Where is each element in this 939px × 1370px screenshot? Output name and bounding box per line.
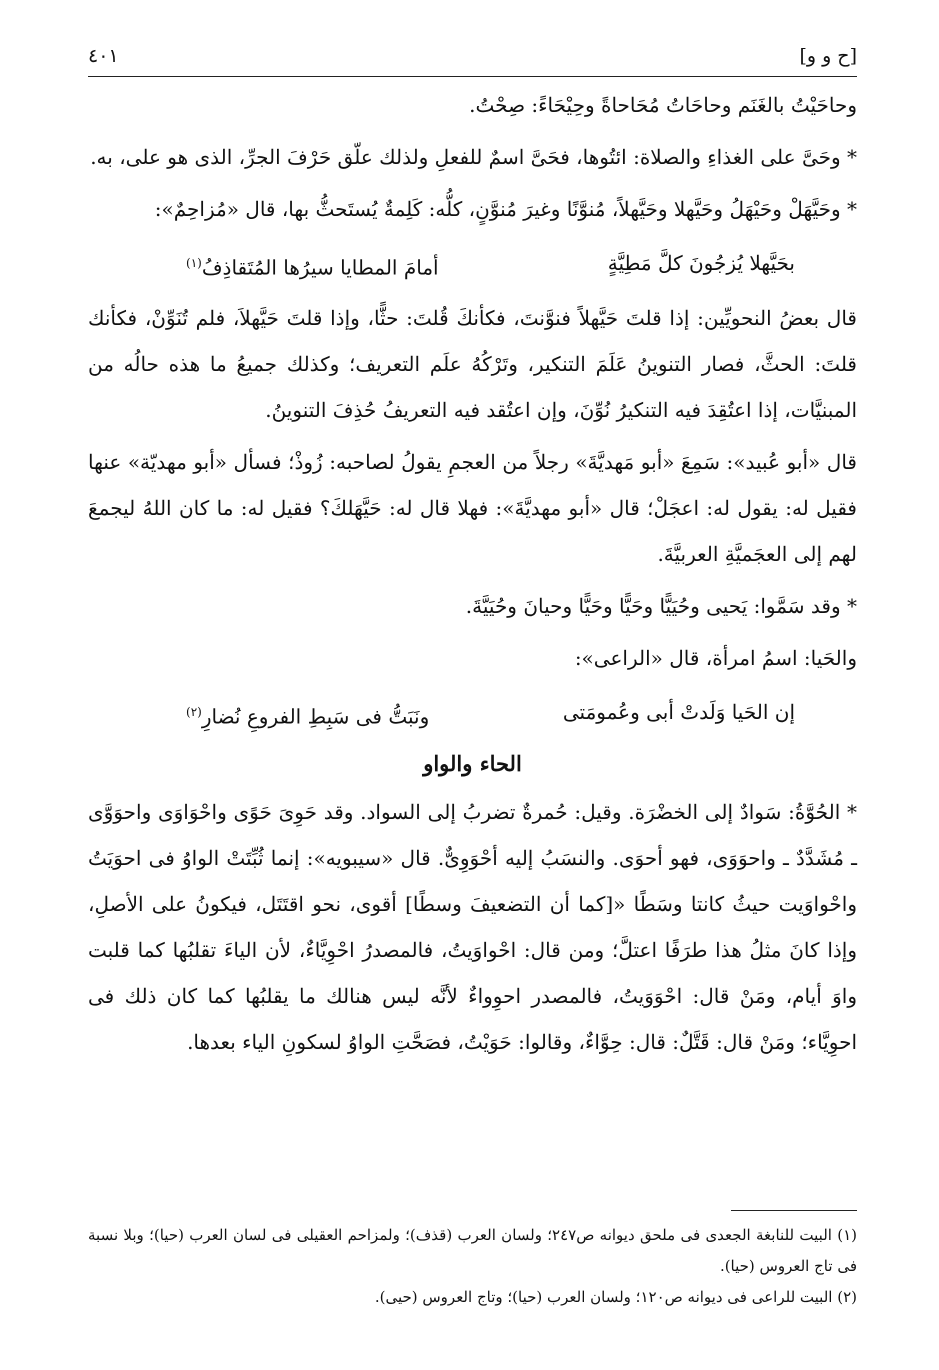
paragraph (88, 82, 857, 128)
verse-second-hemistich: ونَبَتُّ فى سَبِطِ الفروعِ نُضارِ$^{(٢)}$ (186, 704, 430, 729)
paragraph-text: * وحَىَّ على الغذاءِ والصلاة: ائتُوها، فحَىَّ اسمٌ للفعلِ ولذلك علّق حَرْفَ الجرِّ، الذى هو على، به. (90, 145, 857, 169)
paragraph (88, 134, 857, 180)
paragraph (88, 295, 857, 433)
footnote: (١) البيت للنابغة الجعدى فى ملحق ديوانه ص٢٤٧؛ ولسان العرب (قذف)؛ ولمزاحم العقيلى فى لسان العرب (حيا)؛ وبلا نسبة فى تاج العروس (حيا). (88, 1226, 858, 1275)
footnote-marker: (١) (186, 256, 202, 270)
running-title: [ح و و] (799, 45, 857, 67)
verse-second-hemistich: أمامَ المطايا سيرُها المُتَقاذِفُ$^{(١)}$ (186, 255, 439, 280)
footnote-marker: (٢) (186, 704, 202, 719)
paragraph-text: وحاحَيْتُ بالغَنَم وحاحَاتُ مُحَاحاةً وحِيْحَاءً: صِحْتُ. (469, 93, 857, 117)
verse-line (88, 687, 857, 742)
footnotes (88, 1220, 857, 1313)
paragraph-text: * وحَيَّهَلْ وحَيْهَلُ وحَيَّهلا وحَيَّهلاً، مُنوَّنًا وغيرَ مُنوَّنٍ، كلُّه: كَلِمةٌ يُستَحثُّ بها، قال «مُزاحِمٌ»: (154, 197, 857, 221)
paragraph (88, 439, 857, 577)
page-header (88, 40, 857, 77)
paragraph-text: قال «أبو عُبيد»: سَمِعَ «أبو مَهديَّةَ» رجلاً من العجمِ يقولُ لصاحبه: زُوذْ؛ فسأل «أبو مهديّة» عنها فقيل له: يقول له: اعجَلْ؛ قال «أبو مهديَّةَ»: فهلا قال له: حَيَّهَلكَ؟ فقيل له: ما كان اللهُ ليجمعَ لهم إلى العجَميَّةِ العربيَّةَ. (88, 449, 857, 566)
footnote-separator (731, 1210, 857, 1211)
page-number: ٤٠١ (88, 45, 119, 67)
footnote: (٢) البيت للراعى فى ديوانه ص١٢٠؛ ولسان العرب (حيا)؛ وتاج العروس (حيى). (374, 1288, 857, 1306)
paragraph-text: * الحُوَّةُ: سَوادٌ إلى الخضْرَة. وقيل: حُمرةٌ تضربُ إلى السواد. وقد حَوِىَ حَوًى واحْوَاوَى واحوَوَّى ـ مُشَدَّدٌ ـ واحوَوَى، فهو أحوَى. والنسَبُ إليه أحْوَوِىٌّ. قال «سيبويه»: إنما ثُبِّتَتْ الواوُ فى احوَيَتُ واحْواوَيت حيثُ كانتا وسَطًا «[كما أن التضعيفَ وسطًا] أقوى، نحو اقتَتَل، فيكونُ على الأصلِ، وإذا كانَ مثلُ هذا طرَفًا اعتلَّ؛ ومن قال: احْواوَيتُ، فالمصدرُ احْوِيَّاءٌ، لأن الياءَ تقلبُها كما قلبت واوَ أيام، ومَنْ قال: احْوَوَيتُ، فالمصدر احوِواءٌ لأنَّه ليس هنالك ما يقلبُها كما كان ذلك فى احوِيَّاء؛ ومَنْ قال: قَتَّلٌ: قال: حِوَّاءٌ، وقالوا: حَوَيْتُ، فصَحَّتِ الواوُ لسكونِ الياء بعدها. (88, 800, 857, 1055)
paragraph (88, 789, 857, 1065)
paragraph-text: * وقد سَمَّوا: يَحيى وحُيَيًّا وحَيًّا وحَيًّا وحيانَ وحُيَيَّةَ. (465, 593, 857, 618)
verse-first-hemistich: بحَيَّهلا يُزجُونَ كلَّ مَطِيَّةٍ (607, 251, 795, 275)
main-text (88, 82, 857, 1071)
paragraph-text: قال بعضُ النحويِّين: إذا قلتَ حَيَّهلاً فنوَّنتَ، فكأنكَ قُلتَ: حثًّا، وإذا قلتَ حَيَّهلاَ، فلم تُنَوِّنْ، فكأنك قلتَ: الحثَّ، فصار التنوينُ عَلَمَ التنكير، وتَرْكُهُ علَم التعريف؛ وكذلك جميعُ ما هذه حالُه من المبنيَّات، إذا اعتُقِدَ فيه التنكيرُ نُوِّنَ، وإن اعتُقد فيه التعريفُ حُذِفَ التنوينُ. (88, 305, 857, 422)
verse-first-hemistich: إن الحَيا وَلَدتْ أبى وعُمومَتى (562, 699, 795, 724)
paragraph (88, 635, 857, 681)
verse-line (88, 238, 857, 293)
paragraph-text: والحَيا: اسمُ امرأة، قال «الراعى»: (574, 645, 857, 670)
paragraph (88, 186, 857, 232)
section-title: الحاء والواو (423, 751, 522, 777)
paragraph (88, 583, 857, 629)
